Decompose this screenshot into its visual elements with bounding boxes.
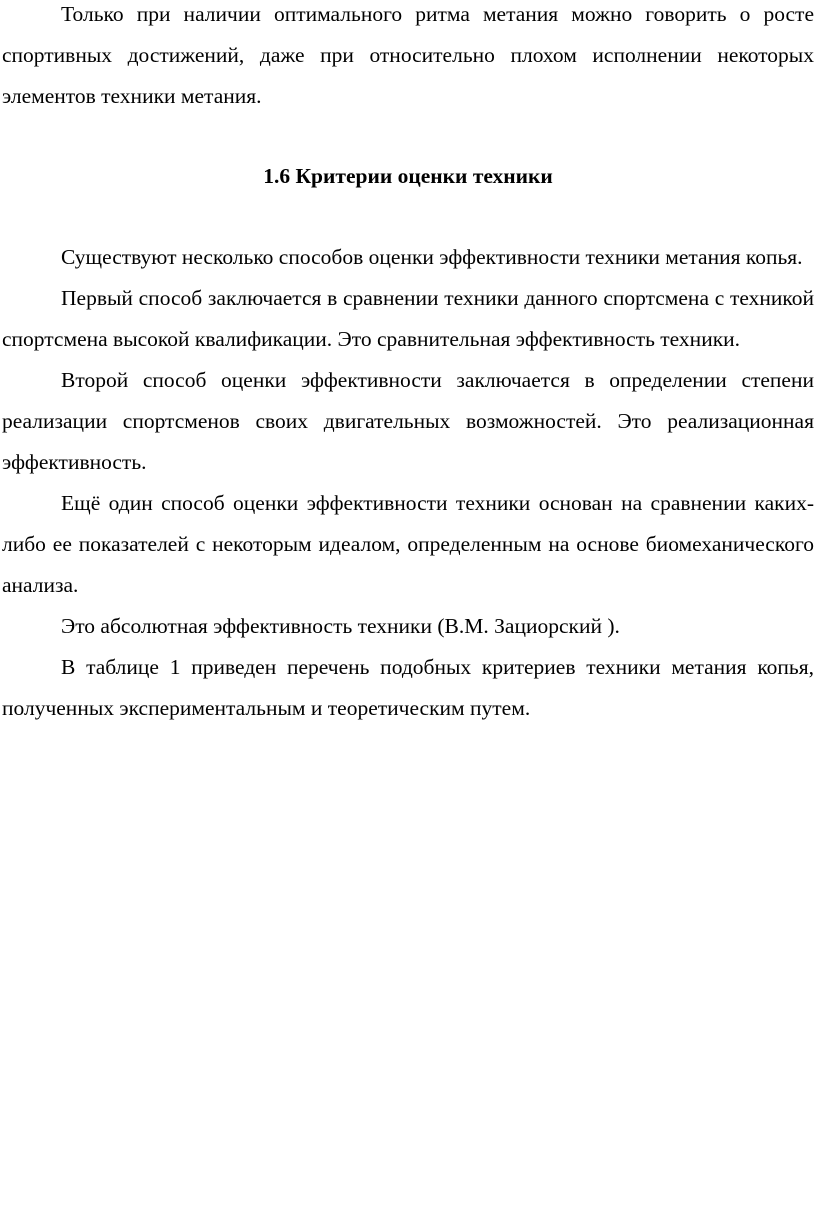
paragraph-absolute-efficiency: Это абсолютная эффективность техники (В.М. Зациорский ). [61, 614, 620, 638]
paragraph-table-reference: В таблице 1 приведен перечень подобных критериев техники метания копья, полученных экспериментальным и теоретическим путем. [2, 655, 814, 720]
paragraph-third-method: Ещё один способ оценки эффективности техники основан на сравнении каких-либо ее показателей с некоторым идеалом, определенным на основе биомеханического анализа. [2, 491, 814, 597]
section-heading-wrapper [2, 156, 814, 197]
section-heading: 1.6 Критерии оценки техники [263, 164, 553, 188]
paragraph-methods-intro: Существуют несколько способов оценки эффективности техники метания копья. [61, 245, 803, 269]
paragraph-second-method: Второй способ оценки эффективности заключается в определении степени реализации спортсменов своих двигательных возможностей. Это реализационная эффективность. [2, 368, 814, 474]
paragraph-first-method: Первый способ заключается в сравнении техники данного спортсмена с техникой спортсмена высокой квалификации. Это сравнительная эффективность техники. [2, 286, 814, 351]
paragraph-rhythm: Только при наличии оптимального ритма метания можно говорить о росте спортивных достижений, даже при относительно плохом исполнении некоторых элементов техники метания. [2, 2, 814, 108]
